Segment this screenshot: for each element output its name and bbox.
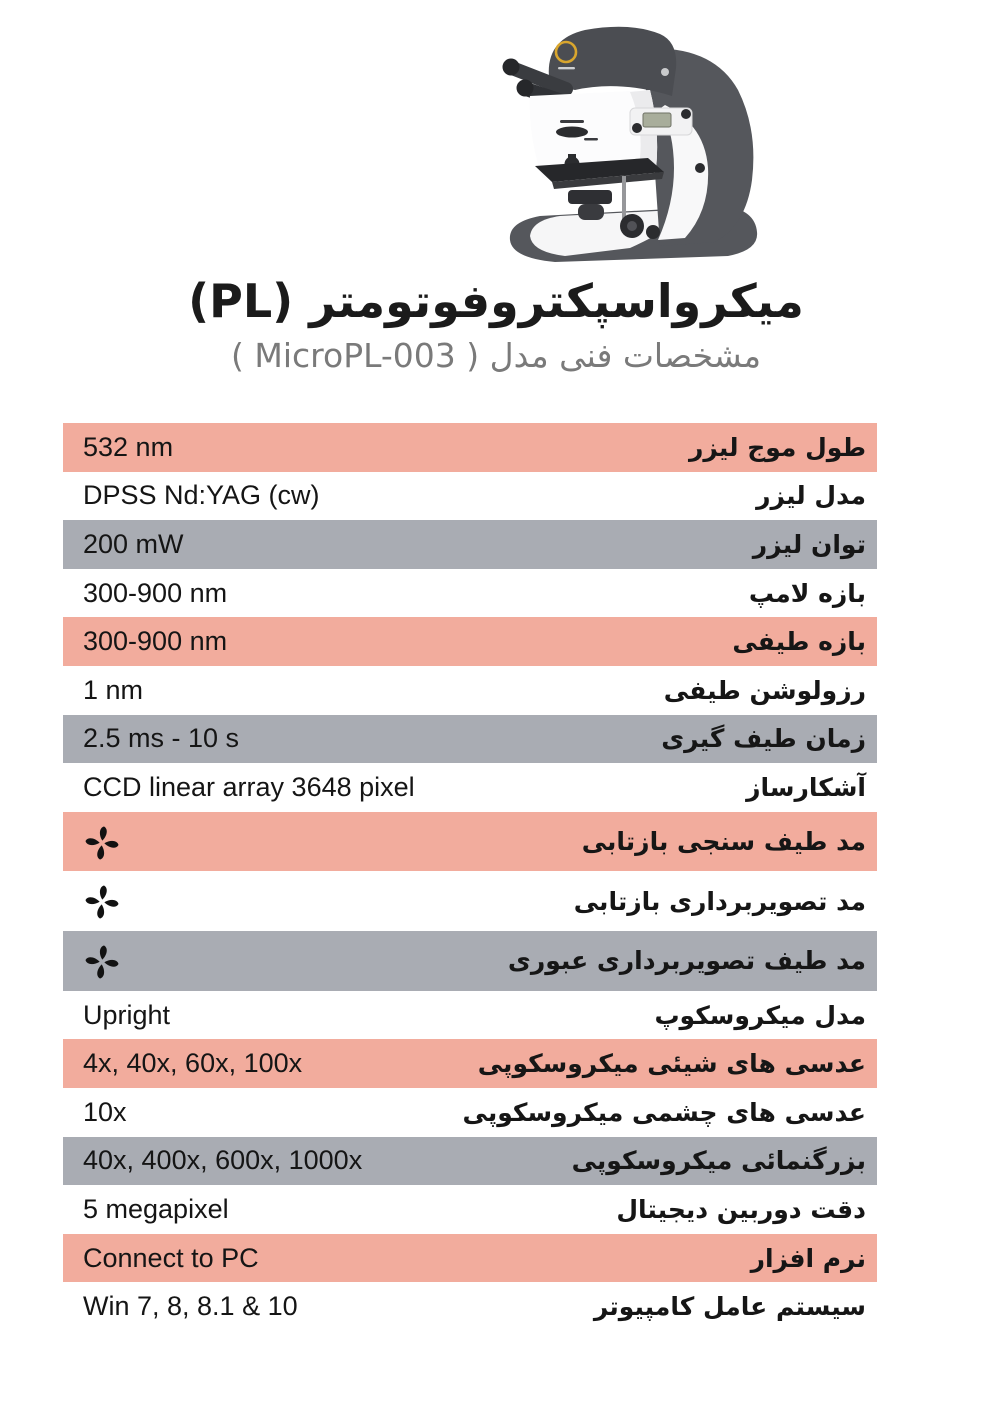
spec-row xyxy=(63,666,877,715)
spec-value: 2.5 ms - 10 s xyxy=(83,723,240,754)
spec-label: توان لیزر xyxy=(752,530,866,560)
spec-value: CCD linear array 3648 pixel xyxy=(83,772,415,803)
spec-row xyxy=(63,1039,877,1088)
spec-value xyxy=(63,940,121,982)
spec-value: 4x, 40x, 60x, 100x xyxy=(83,1048,303,1079)
spec-label: آشکارساز xyxy=(746,773,866,803)
spec-row xyxy=(63,617,877,666)
spec-row xyxy=(63,472,877,521)
upright-microscope-image xyxy=(480,10,772,272)
spec-label: مدل لیزر xyxy=(756,481,866,511)
spec-row xyxy=(63,871,877,931)
spec-label: مد طیف تصویربرداری عبوری xyxy=(507,946,866,976)
four-petal-check-icon xyxy=(83,942,121,982)
spec-label: عدسی های چشمی میکروسکوپی xyxy=(462,1097,866,1127)
four-petal-check-icon xyxy=(83,823,121,863)
spec-row xyxy=(63,931,877,991)
spec-value: Win 7, 8, 8.1 & 10 xyxy=(83,1291,298,1322)
spec-label: مد طیف سنجی بازتابی xyxy=(581,827,866,857)
spec-label: زمان طیف گیری xyxy=(661,724,866,754)
spec-row xyxy=(63,1088,877,1137)
spec-label: بزرگنمائی میکروسکوپی xyxy=(571,1146,866,1176)
spec-row xyxy=(63,1234,877,1283)
spec-value: DPSS Nd:YAG (cw) xyxy=(83,480,320,511)
spec-label: نرم افزار xyxy=(750,1243,866,1273)
spec-label: مدل میکروسکوپ xyxy=(654,1000,866,1030)
spec-row xyxy=(63,812,877,872)
spec-label: طول موج لیزر xyxy=(688,432,866,462)
spec-table xyxy=(63,423,877,1331)
spec-value xyxy=(63,880,121,922)
page-subtitle: مشخصات فنی مدل ( MicroPL-003 ) xyxy=(231,336,761,375)
four-petal-check-icon xyxy=(83,882,121,922)
spec-label: عدسی های شیئی میکروسکوپی xyxy=(477,1049,866,1079)
spec-label: سیستم عامل کامپیوتر xyxy=(593,1292,866,1322)
spec-label: بازه طیفی xyxy=(732,627,866,657)
spec-row xyxy=(63,1282,877,1331)
spec-value: 1 nm xyxy=(83,674,144,705)
spec-label: رزولوشن طیفی xyxy=(663,675,866,705)
spec-value: Upright xyxy=(83,999,171,1030)
spec-value: 532 nm xyxy=(83,431,174,462)
spec-value: 10x xyxy=(83,1096,127,1127)
spec-value: 5 megapixel xyxy=(83,1193,229,1224)
spec-row xyxy=(63,520,877,569)
spec-row xyxy=(63,991,877,1040)
spec-row xyxy=(63,715,877,764)
spec-value: Connect to PC xyxy=(83,1242,259,1273)
spec-label: بازه لامپ xyxy=(748,578,866,608)
spec-value: 300-900 nm xyxy=(83,577,228,608)
spec-value xyxy=(63,821,121,863)
spec-row xyxy=(63,1185,877,1234)
spec-value: 40x, 400x, 600x, 1000x xyxy=(83,1145,363,1176)
spec-value: 200 mW xyxy=(83,529,184,560)
page-title: میکرواسپکتروفوتومتر (PL) xyxy=(188,274,804,328)
spec-row xyxy=(63,569,877,618)
spec-label: دقت دوربین دیجیتال xyxy=(616,1194,866,1224)
spec-row xyxy=(63,423,877,472)
spec-row xyxy=(63,763,877,812)
spec-label: مد تصویربرداری بازتابی xyxy=(573,886,866,916)
spec-value: 300-900 nm xyxy=(83,626,228,657)
spec-row xyxy=(63,1137,877,1186)
